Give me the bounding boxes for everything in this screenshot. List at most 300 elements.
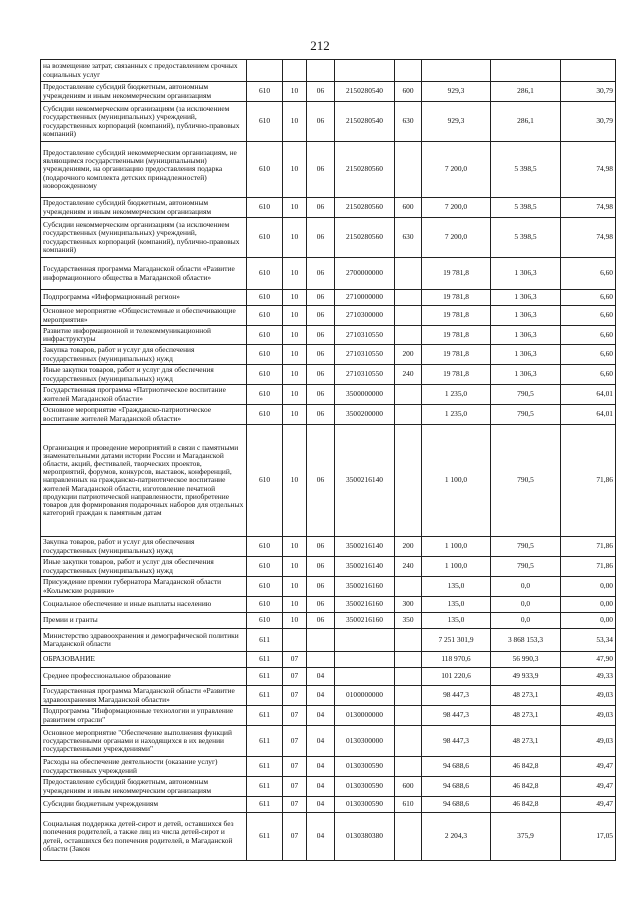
row-name: Иные закупки товаров, работ и услуг для обеспечения государственных (муниципальных) нужд — [41, 557, 247, 577]
row-section: 10 — [283, 345, 307, 365]
row-target-article: 2150280540 — [335, 102, 395, 142]
row-percent: 6,60 — [561, 258, 616, 290]
row-target-article — [335, 60, 395, 82]
row-section: 07 — [283, 652, 307, 668]
row-target-article: 3500216160 — [335, 577, 395, 597]
row-section: 10 — [283, 405, 307, 425]
row-expense-type — [395, 577, 422, 597]
table-row — [41, 326, 616, 345]
row-plan: 7 251 301,9 — [422, 629, 491, 652]
row-expense-type — [395, 425, 422, 537]
row-plan: 135,0 — [422, 577, 491, 597]
row-expense-type — [395, 258, 422, 290]
row-expense-type — [395, 290, 422, 306]
row-ved: 610 — [247, 345, 283, 365]
row-expense-type — [395, 706, 422, 726]
row-target-article — [335, 668, 395, 686]
row-section — [283, 629, 307, 652]
row-ved: 611 — [247, 652, 283, 668]
row-subsection: 06 — [307, 102, 335, 142]
row-percent: 71,86 — [561, 425, 616, 537]
row-name: Государственная программа Магаданской области «Развитие информационного общества в Магаданской области» — [41, 258, 247, 290]
row-percent: 64,01 — [561, 385, 616, 405]
row-name: Субсидии некоммерческим организациям (за исключением государственных (муниципальных) учреждений, государственных корпораций (компаний), публично-правовых компаний) — [41, 102, 247, 142]
row-plan: 135,0 — [422, 613, 491, 629]
row-fact: 3 868 153,3 — [491, 629, 561, 652]
row-name: Предоставление субсидий бюджетным, автономным учреждениям и иным некоммерческим организациям — [41, 777, 247, 797]
row-ved: 611 — [247, 629, 283, 652]
row-expense-type — [395, 405, 422, 425]
row-fact: 790,5 — [491, 385, 561, 405]
row-fact: 5 398,5 — [491, 198, 561, 218]
row-expense-type: 630 — [395, 218, 422, 258]
table-row — [41, 198, 616, 218]
table-row — [41, 577, 616, 597]
row-ved: 610 — [247, 326, 283, 345]
row-ved: 611 — [247, 777, 283, 797]
row-percent: 74,98 — [561, 142, 616, 198]
row-section: 10 — [283, 326, 307, 345]
row-ved: 610 — [247, 405, 283, 425]
row-subsection: 06 — [307, 613, 335, 629]
row-plan: 135,0 — [422, 597, 491, 613]
row-percent: 6,60 — [561, 290, 616, 306]
row-subsection: 06 — [307, 385, 335, 405]
row-subsection: 06 — [307, 326, 335, 345]
table-row — [41, 629, 616, 652]
row-fact: 56 990,3 — [491, 652, 561, 668]
row-fact: 5 398,5 — [491, 142, 561, 198]
row-ved: 610 — [247, 258, 283, 290]
row-ved: 610 — [247, 142, 283, 198]
row-name: Социальное обеспечение и иные выплаты населению — [41, 597, 247, 613]
row-fact: 5 398,5 — [491, 218, 561, 258]
row-expense-type — [395, 629, 422, 652]
row-percent: 64,01 — [561, 405, 616, 425]
row-percent: 49,47 — [561, 797, 616, 813]
row-expense-type: 240 — [395, 557, 422, 577]
row-section — [283, 60, 307, 82]
row-expense-type: 200 — [395, 537, 422, 557]
row-fact: 1 306,3 — [491, 326, 561, 345]
row-name: Премии и гранты — [41, 613, 247, 629]
row-percent: 47,90 — [561, 652, 616, 668]
row-percent: 6,60 — [561, 365, 616, 385]
row-name: Государственная программа Магаданской области «Развитие здравоохранения Магаданской области» — [41, 686, 247, 706]
table-row — [41, 405, 616, 425]
row-name: Закупка товаров, работ и услуг для обеспечения государственных (муниципальных) нужд — [41, 537, 247, 557]
table-row — [41, 706, 616, 726]
row-target-article: 3500216140 — [335, 557, 395, 577]
row-fact: 1 306,3 — [491, 345, 561, 365]
table-row — [41, 385, 616, 405]
row-plan — [422, 60, 491, 82]
row-expense-type — [395, 306, 422, 326]
row-target-article: 2150280560 — [335, 142, 395, 198]
row-section: 10 — [283, 613, 307, 629]
row-target-article: 3500216160 — [335, 597, 395, 613]
row-name: Предоставление субсидий бюджетным, автономным учреждениям и иным некоммерческим организациям — [41, 82, 247, 102]
row-percent: 30,79 — [561, 82, 616, 102]
row-subsection: 06 — [307, 557, 335, 577]
row-expense-type: 350 — [395, 613, 422, 629]
row-expense-type: 630 — [395, 102, 422, 142]
row-ved: 610 — [247, 102, 283, 142]
table-row — [41, 290, 616, 306]
row-ved: 610 — [247, 537, 283, 557]
row-section: 10 — [283, 577, 307, 597]
row-expense-type: 240 — [395, 365, 422, 385]
row-plan: 19 781,8 — [422, 326, 491, 345]
row-ved: 610 — [247, 82, 283, 102]
row-name: Подпрограмма «Информационный регион» — [41, 290, 247, 306]
row-fact: 49 933,9 — [491, 668, 561, 686]
row-percent: 6,60 — [561, 306, 616, 326]
row-ved: 611 — [247, 813, 283, 861]
row-expense-type — [395, 385, 422, 405]
row-percent: 71,86 — [561, 537, 616, 557]
row-subsection: 06 — [307, 258, 335, 290]
row-section: 10 — [283, 290, 307, 306]
row-name: Среднее профессиональное образование — [41, 668, 247, 686]
row-subsection: 04 — [307, 686, 335, 706]
row-percent: 6,60 — [561, 345, 616, 365]
row-subsection: 06 — [307, 425, 335, 537]
row-expense-type: 610 — [395, 797, 422, 813]
table-row — [41, 557, 616, 577]
row-expense-type: 600 — [395, 198, 422, 218]
row-percent: 49,03 — [561, 726, 616, 757]
row-fact: 48 273,1 — [491, 726, 561, 757]
row-name: Министерство здравоохранения и демографической политики Магаданской области — [41, 629, 247, 652]
row-percent: 53,34 — [561, 629, 616, 652]
row-name: Подпрограмма "Информационные технологии и управление развитием отрасли" — [41, 706, 247, 726]
row-ved: 611 — [247, 706, 283, 726]
row-subsection: 06 — [307, 365, 335, 385]
row-subsection: 04 — [307, 777, 335, 797]
row-ved: 611 — [247, 668, 283, 686]
row-subsection: 06 — [307, 198, 335, 218]
row-expense-type — [395, 326, 422, 345]
row-subsection: 06 — [307, 218, 335, 258]
row-fact: 0,0 — [491, 597, 561, 613]
row-target-article: 3500216140 — [335, 537, 395, 557]
row-plan: 98 447,3 — [422, 726, 491, 757]
row-ved: 610 — [247, 577, 283, 597]
row-subsection: 04 — [307, 757, 335, 777]
row-subsection: 04 — [307, 668, 335, 686]
row-subsection: 06 — [307, 345, 335, 365]
row-percent: 74,98 — [561, 198, 616, 218]
row-target-article: 0130300590 — [335, 797, 395, 813]
row-ved: 611 — [247, 686, 283, 706]
row-section: 07 — [283, 757, 307, 777]
table-row — [41, 102, 616, 142]
row-target-article: 2150280560 — [335, 218, 395, 258]
row-plan: 94 688,6 — [422, 757, 491, 777]
row-fact: 790,5 — [491, 557, 561, 577]
row-target-article — [335, 652, 395, 668]
table-row — [41, 425, 616, 537]
row-name: Иные закупки товаров, работ и услуг для обеспечения государственных (муниципальных) нужд — [41, 365, 247, 385]
row-target-article: 2710310550 — [335, 365, 395, 385]
row-section: 10 — [283, 142, 307, 198]
row-percent: 71,86 — [561, 557, 616, 577]
row-name: Государственная программа «Патриотическое воспитание жителей Магаданской области» — [41, 385, 247, 405]
table-row — [41, 777, 616, 797]
row-subsection: 06 — [307, 306, 335, 326]
row-subsection — [307, 629, 335, 652]
table-row — [41, 597, 616, 613]
row-name: Субсидии бюджетным учреждениям — [41, 797, 247, 813]
row-name: Закупка товаров, работ и услуг для обеспечения государственных (муниципальных) нужд — [41, 345, 247, 365]
row-target-article: 0130300590 — [335, 757, 395, 777]
row-expense-type — [395, 668, 422, 686]
row-subsection: 06 — [307, 82, 335, 102]
row-plan: 1 235,0 — [422, 385, 491, 405]
row-fact: 1 306,3 — [491, 290, 561, 306]
row-ved: 611 — [247, 726, 283, 757]
row-section: 10 — [283, 218, 307, 258]
row-section: 10 — [283, 102, 307, 142]
row-section: 10 — [283, 258, 307, 290]
row-fact: 46 842,8 — [491, 797, 561, 813]
row-plan: 19 781,8 — [422, 258, 491, 290]
row-subsection: 04 — [307, 726, 335, 757]
row-subsection: 06 — [307, 405, 335, 425]
row-section: 07 — [283, 797, 307, 813]
row-ved: 610 — [247, 218, 283, 258]
row-plan: 98 447,3 — [422, 686, 491, 706]
row-subsection: 06 — [307, 577, 335, 597]
row-section: 10 — [283, 537, 307, 557]
row-expense-type: 600 — [395, 82, 422, 102]
row-fact: 46 842,8 — [491, 777, 561, 797]
page-number: 212 — [310, 38, 330, 53]
row-percent: 0,00 — [561, 613, 616, 629]
row-ved: 610 — [247, 306, 283, 326]
table-row — [41, 757, 616, 777]
row-name: Субсидии некоммерческим организациям (за исключением государственных (муниципальных) учреждений, государственных корпораций (компаний), публично-правовых компаний) — [41, 218, 247, 258]
row-target-article: 3500216160 — [335, 613, 395, 629]
row-ved: 610 — [247, 597, 283, 613]
row-target-article: 0130300590 — [335, 777, 395, 797]
row-target-article: 2710000000 — [335, 290, 395, 306]
table-row — [41, 365, 616, 385]
table-row — [41, 686, 616, 706]
row-subsection: 04 — [307, 813, 335, 861]
row-percent: 17,05 — [561, 813, 616, 861]
row-plan: 118 970,6 — [422, 652, 491, 668]
row-section: 07 — [283, 813, 307, 861]
row-expense-type — [395, 757, 422, 777]
row-percent: 49,03 — [561, 686, 616, 706]
row-name: Основное мероприятие "Обеспечение выполнения функций государственными органами и находящихся в их ведении государственными учреждениями" — [41, 726, 247, 757]
row-percent: 49,47 — [561, 757, 616, 777]
table-row — [41, 60, 616, 82]
row-plan: 7 200,0 — [422, 142, 491, 198]
row-section: 07 — [283, 686, 307, 706]
row-section: 07 — [283, 668, 307, 686]
row-target-article: 2710310550 — [335, 345, 395, 365]
row-percent: 0,00 — [561, 597, 616, 613]
row-name: Основное мероприятие «Общесистемные и обеспечивающие мероприятия» — [41, 306, 247, 326]
row-plan: 7 200,0 — [422, 218, 491, 258]
row-plan: 1 100,0 — [422, 425, 491, 537]
row-percent: 6,60 — [561, 326, 616, 345]
table-row — [41, 537, 616, 557]
row-fact: 286,1 — [491, 82, 561, 102]
row-percent — [561, 60, 616, 82]
table-row — [41, 142, 616, 198]
row-ved — [247, 60, 283, 82]
row-fact: 1 306,3 — [491, 258, 561, 290]
row-target-article: 0130380380 — [335, 813, 395, 861]
row-target-article: 2710300000 — [335, 306, 395, 326]
row-plan: 7 200,0 — [422, 198, 491, 218]
row-section: 07 — [283, 726, 307, 757]
row-ved: 610 — [247, 198, 283, 218]
row-expense-type — [395, 652, 422, 668]
row-section: 10 — [283, 198, 307, 218]
row-ved: 610 — [247, 365, 283, 385]
row-target-article: 3500200000 — [335, 405, 395, 425]
row-name: Организация и проведение мероприятий в связи с памятными знаменательными датами истории России и Магаданской области, акций, фестивалей, творческих проектов, мероприятий, форумов, конкурсов, выставок, конференций, направленных на гражданско-патриотическое воспитание жителей Магаданской области, изготовление печатной продукции патриотической направленности, приобретение товаров для формирования подарочных наборов для отдельных категорий граждан к памятным датам — [41, 425, 247, 537]
row-percent: 49,33 — [561, 668, 616, 686]
row-target-article: 2150280540 — [335, 82, 395, 102]
row-fact — [491, 60, 561, 82]
row-name: Предоставление субсидий бюджетным, автономным учреждениям и иным некоммерческим организациям — [41, 198, 247, 218]
row-fact: 48 273,1 — [491, 686, 561, 706]
table-row — [41, 613, 616, 629]
row-ved: 610 — [247, 290, 283, 306]
table-row — [41, 82, 616, 102]
row-expense-type — [395, 142, 422, 198]
row-subsection: 06 — [307, 142, 335, 198]
row-name: ОБРАЗОВАНИЕ — [41, 652, 247, 668]
table-row — [41, 652, 616, 668]
row-plan: 1 100,0 — [422, 537, 491, 557]
row-fact: 0,0 — [491, 577, 561, 597]
row-subsection: 04 — [307, 706, 335, 726]
row-section: 10 — [283, 425, 307, 537]
row-name: Предоставление субсидий некоммерческим организациям, не являющимся государственными (муниципальными) учреждениями, на организацию предоставления подарка (подарочного комплекта детских принадлежностей) новорожденному — [41, 142, 247, 198]
row-ved: 610 — [247, 425, 283, 537]
row-name: Расходы на обеспечение деятельности (оказание услуг) государственных учреждений — [41, 757, 247, 777]
row-subsection — [307, 652, 335, 668]
budget-table — [40, 59, 616, 861]
row-expense-type — [395, 726, 422, 757]
row-plan: 94 688,6 — [422, 777, 491, 797]
row-section: 10 — [283, 385, 307, 405]
row-fact: 0,0 — [491, 613, 561, 629]
row-target-article: 2700000000 — [335, 258, 395, 290]
row-percent: 0,00 — [561, 577, 616, 597]
row-section: 10 — [283, 365, 307, 385]
row-expense-type — [395, 60, 422, 82]
row-fact: 790,5 — [491, 425, 561, 537]
row-percent: 49,47 — [561, 777, 616, 797]
row-percent: 74,98 — [561, 218, 616, 258]
table-row — [41, 306, 616, 326]
row-target-article: 3500216140 — [335, 425, 395, 537]
table-row — [41, 726, 616, 757]
row-target-article: 2150280560 — [335, 198, 395, 218]
row-fact: 286,1 — [491, 102, 561, 142]
row-section: 07 — [283, 777, 307, 797]
row-target-article: 2710310550 — [335, 326, 395, 345]
row-plan: 19 781,8 — [422, 306, 491, 326]
row-plan: 2 204,3 — [422, 813, 491, 861]
row-plan: 19 781,8 — [422, 365, 491, 385]
row-expense-type: 300 — [395, 597, 422, 613]
row-subsection: 06 — [307, 290, 335, 306]
row-fact: 790,5 — [491, 405, 561, 425]
row-ved: 610 — [247, 385, 283, 405]
row-section: 10 — [283, 82, 307, 102]
row-plan: 19 781,8 — [422, 345, 491, 365]
row-fact: 1 306,3 — [491, 306, 561, 326]
table-row — [41, 797, 616, 813]
row-subsection: 06 — [307, 597, 335, 613]
table-row — [41, 258, 616, 290]
table-row — [41, 218, 616, 258]
row-target-article: 3500000000 — [335, 385, 395, 405]
row-plan: 929,3 — [422, 102, 491, 142]
row-section: 10 — [283, 306, 307, 326]
row-percent: 49,03 — [561, 706, 616, 726]
row-expense-type — [395, 813, 422, 861]
row-name: Основное мероприятие «Гражданско-патриотическое воспитание жителей Магаданской области» — [41, 405, 247, 425]
row-section: 07 — [283, 706, 307, 726]
row-section: 10 — [283, 557, 307, 577]
row-expense-type — [395, 686, 422, 706]
row-target-article: 0130000000 — [335, 706, 395, 726]
row-name: на возмещение затрат, связанных с предоставлением срочных социальных услуг — [41, 60, 247, 82]
row-target-article: 0100000000 — [335, 686, 395, 706]
row-fact: 1 306,3 — [491, 365, 561, 385]
row-expense-type: 200 — [395, 345, 422, 365]
row-plan: 101 220,6 — [422, 668, 491, 686]
row-plan: 98 447,3 — [422, 706, 491, 726]
row-ved: 610 — [247, 557, 283, 577]
row-name: Развитие информационной и телекоммуникационной инфраструктуры — [41, 326, 247, 345]
row-ved: 611 — [247, 757, 283, 777]
row-plan: 929,3 — [422, 82, 491, 102]
row-subsection: 04 — [307, 797, 335, 813]
row-name: Присуждение премии губернатора Магаданской области «Колымские родники» — [41, 577, 247, 597]
row-target-article — [335, 629, 395, 652]
table-row — [41, 345, 616, 365]
row-section: 10 — [283, 597, 307, 613]
row-fact: 48 273,1 — [491, 706, 561, 726]
row-plan: 1 235,0 — [422, 405, 491, 425]
row-target-article: 0130300000 — [335, 726, 395, 757]
row-percent: 30,79 — [561, 102, 616, 142]
row-fact: 375,9 — [491, 813, 561, 861]
row-ved: 610 — [247, 613, 283, 629]
row-fact: 46 842,8 — [491, 757, 561, 777]
row-expense-type: 600 — [395, 777, 422, 797]
row-plan: 19 781,8 — [422, 290, 491, 306]
row-ved: 611 — [247, 797, 283, 813]
table-row — [41, 668, 616, 686]
row-subsection: 06 — [307, 537, 335, 557]
row-fact: 790,5 — [491, 537, 561, 557]
row-subsection — [307, 60, 335, 82]
row-plan: 94 688,6 — [422, 797, 491, 813]
table-row — [41, 813, 616, 861]
